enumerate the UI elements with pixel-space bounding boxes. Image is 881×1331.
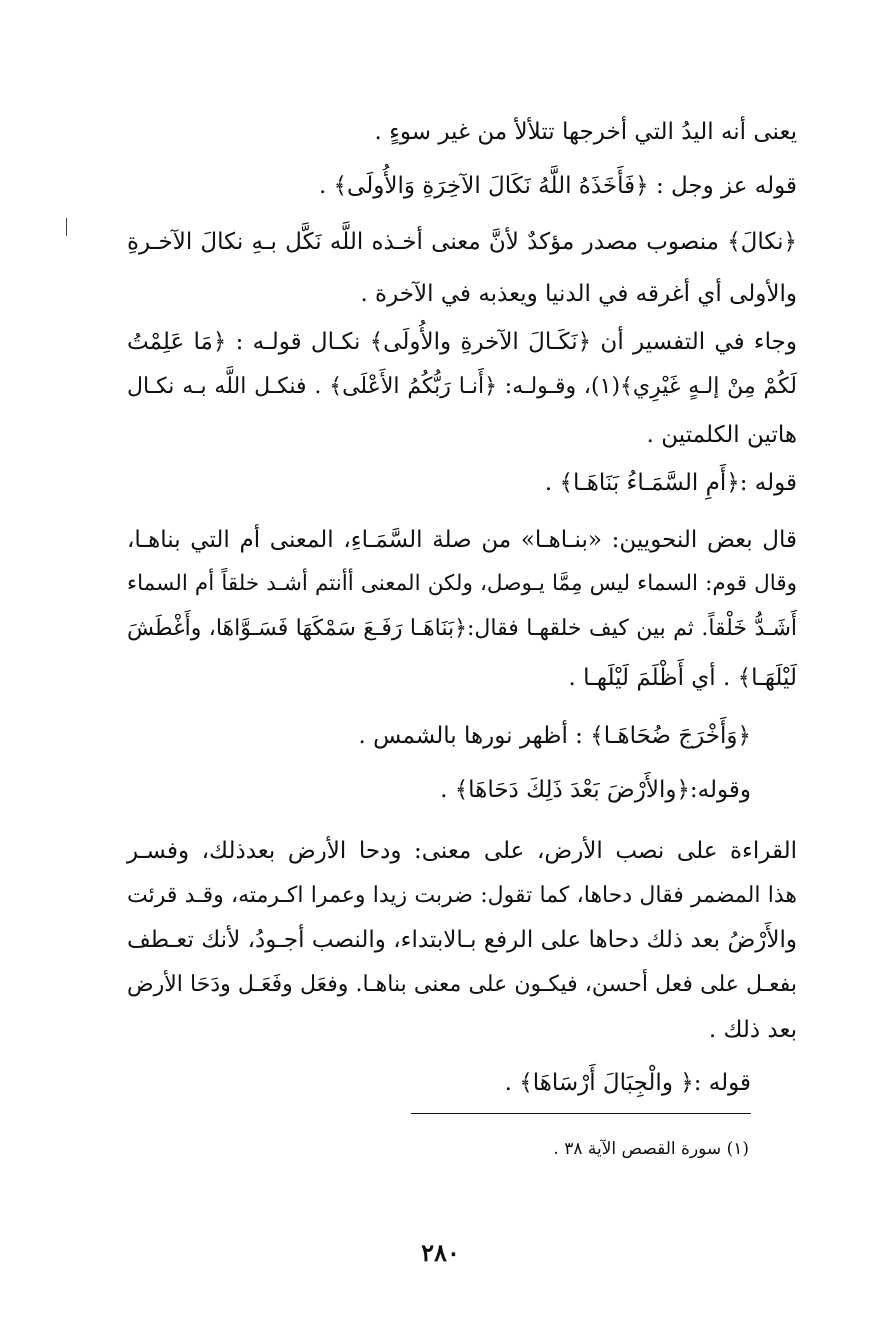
text-line-2: قوله عز وجل : ﴿فَأَخَذَهُ اللَّهُ نَكَالَ الآخِرَةِ وَالأُولَى﴾ .	[318, 173, 797, 199]
footnote-separator	[411, 1113, 751, 1114]
text-line-12: لَيْلَهَـا﴾ . أي أَظْلَمَ لَيْلَهـا .	[568, 665, 797, 691]
text-line-5: وجاء في التفسير أن ﴿نَكَـالَ الآخرةِ والأُولَى﴾ نكـال قولـه : ﴿مَا عَلِمْتُ	[127, 329, 797, 355]
text-line-18: بفعـل على فعل أحسن، فيكـون على معنى بناهـا. وفعَل وفَعَـل ودَحَا الأرض	[127, 972, 797, 997]
text-line-13: ﴿وَأَخْرَجَ ضُحَاهَـا﴾ : أظهر نورها بالشمس .	[358, 723, 751, 749]
text-line-16: هذا المضمر فقال دحاها، كما تقول: ضربت زيدا وعمرا اكـرمته، وقـد قرئت	[127, 883, 797, 908]
text-line-4: والأولى أي أغرقه في الدنيا ويعذبه في الآخرة .	[360, 281, 797, 307]
text-line-7: هاتين الكلمتين .	[646, 422, 797, 448]
text-line-6: لَكُمْ مِنْ إلـهٍ غَيْرِي﴾(١)، وقـولـه: ﴿أَنـا رَبُّكُمُ الأَعْلَى﴾ . فنكـل اللَّه بـه نكـال	[127, 374, 797, 399]
page-number: ٢٨٠	[421, 1238, 460, 1267]
text-line-3: ﴿نكالَ﴾ منصوب مصدر مؤكدٌ لأنَّ معنى أخـذه اللَّه نَكَّل بـهِ نكالَ الآخـرةِ	[127, 229, 797, 255]
text-line-10: وقال قوم: السماء ليس مِمَّا يـوصل، ولكن المعنى أأنتم أشـد خلقاً أم السماء	[127, 571, 797, 596]
text-line-1: يعنى أنه اليدُ التي أخرجها تتلألأ من غير سوءٍ .	[374, 119, 797, 145]
text-line-11: أَشَـدُّ خَلْقاً. ثم بين كيف خلقهـا فقال:﴿بَنَاهَـا رَفَـعَ سَمْكَهَا فَسَـوَّاهَا، وأَغْطَشَ	[127, 616, 797, 641]
footnote: (١) سورة القصص الآية ٣٨ .	[553, 1139, 749, 1159]
text-line-15: القراءة على نصب الأرض، على معنى: ودحا الأرض بعدذلك، وفسـر	[127, 838, 797, 864]
text-line-8: قوله :﴿أَمِ السَّمَـاءُ بَنَاهَـا﴾ .	[544, 470, 797, 496]
text-line-9: قال بعض النحويين: «بنـاهـا» من صلة السَّمَـاءِ، المعنى أم التي بناهـا،	[127, 527, 797, 553]
text-line-17: والأَرْضُ بعد ذلك دحاها على الرفع بـالابتداء، والنصب أجـودُ، لأنك تعـطف	[127, 927, 797, 953]
text-line-19: بعد ذلك .	[708, 1017, 797, 1043]
margin-mark	[66, 218, 67, 236]
text-line-20: قوله :﴿ والْجِبَالَ أَرْسَاهَا﴾ .	[504, 1070, 751, 1096]
text-line-14: وقوله:﴿والأَرْضَ بَعْدَ ذَلِكَ دَحَاهَا﴾ .	[440, 777, 751, 803]
